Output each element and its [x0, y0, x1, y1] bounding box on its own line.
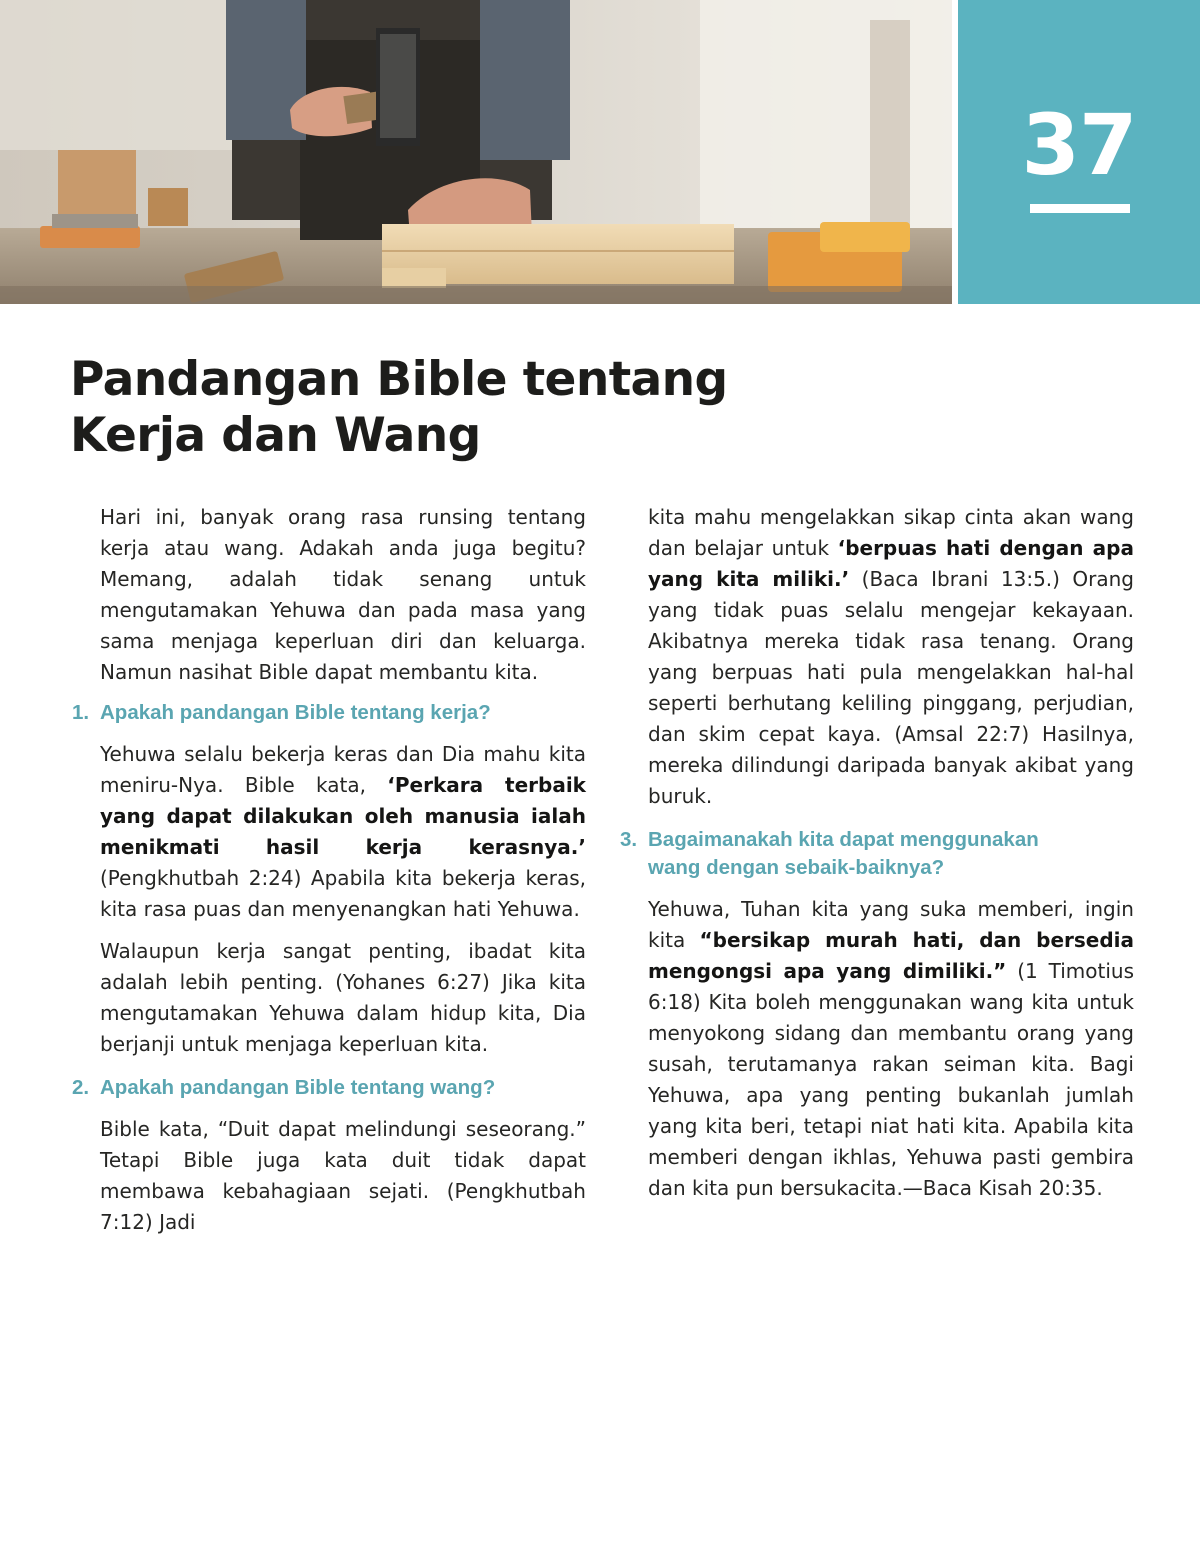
lesson-number-underline — [1030, 204, 1130, 213]
scripture-quote: ‘berpuas hati dengan apa yang kita miliki.’ — [648, 536, 1134, 591]
question-text: Apakah pandangan Bible tentang kerja? — [100, 701, 491, 724]
text-run: (1 Timotius 6:18) Kita boleh menggunakan wang kita untuk menyokong sidang dan membantu orang yang susah, terutamanya rakan seiman kita. Bagi Yehuwa, apa yang penting bukanlah jumlah yang kita beri, tetapi niat hati kita. Apabila kita memberi dengan ikhlas, Yehuwa pasti gembira dan kita pun bersukacita.—Baca Kisah 20:35. — [648, 959, 1134, 1200]
question-3-heading — [618, 826, 1134, 882]
section-2-paragraph-left: Bible kata, “Duit dapat melindungi seseorang.” Tetapi Bible juga kata duit tidak dapat membawa kebahagiaan sejati. (Pengkhutbah 7:12) Jadi — [100, 1117, 586, 1234]
question-text: Apakah pandangan Bible tentang wang? — [100, 1076, 496, 1099]
lesson-number: 37 — [1021, 96, 1137, 194]
question-text-line-1: Bagaimanakah kita dapat menggunakan — [648, 828, 1039, 851]
section-2-paragraph-right — [648, 502, 1134, 812]
page-title — [70, 352, 728, 464]
section-1-paragraph-2: Walaupun kerja sangat penting, ibadat kita adalah lebih penting. (Yohanes 6:27) Jika kita mengutamakan Yehuwa dalam hidup kita, Dia berjanji untuk menjaga keperluan kita. — [100, 939, 586, 1056]
question-1-heading — [70, 699, 586, 727]
left-column — [70, 502, 586, 1249]
hero-image — [0, 0, 952, 304]
question-number: 1. — [72, 701, 90, 724]
section-1-paragraph-1 — [100, 739, 586, 925]
carpentry-illustration — [0, 0, 952, 304]
intro-paragraph: Hari ini, banyak orang rasa runsing tentang kerja atau wang. Adakah anda juga begitu? Memang, adalah tidak senang untuk mengutamakan Yehuwa dan pada masa yang sama menjaga keperluan diri dan keluarga. Namun nasihat Bible dapat membantu kita. — [100, 505, 586, 684]
text-run: (Baca Ibrani 13:5.) Orang yang tidak puas selalu mengejar kekayaan. Akibatnya mereka tidak rasa tenang. Orang yang berpuas hati pula mengelakkan hal-hal seperti berhutang keliling pinggang, perjudian, dan skim cepat kaya. (Amsal 22:7) Hasilnya, mereka dilindungi daripada banyak akibat yang buruk. — [648, 567, 1135, 808]
scripture-quote: ‘Perkara terbaik yang dapat dilakukan oleh manusia ialah menikmati hasil kerja kerasnya.’ — [100, 773, 586, 859]
text-run: Yehuwa selalu bekerja keras dan Dia mahu kita meniru-Nya. Bible kata, — [100, 742, 586, 797]
text-run: (Pengkhutbah 2:24) Apabila kita bekerja keras, kita rasa puas dan menyenangkan hati Yehuwa. — [100, 866, 586, 921]
right-column — [618, 502, 1134, 1215]
title-line-2: Kerja dan Wang — [70, 408, 481, 463]
question-2-heading — [70, 1074, 586, 1102]
scripture-quote: “bersikap murah hati, dan bersedia mengongsi apa yang dimiliki.” — [648, 928, 1135, 983]
section-3-paragraph — [648, 894, 1134, 1204]
text-run: Yehuwa, Tuhan kita yang suka memberi, ingin kita — [648, 897, 1134, 952]
question-text-line-2: wang dengan sebaik-baiknya? — [648, 856, 945, 879]
lesson-number-badge — [958, 0, 1200, 304]
text-run: kita mahu mengelakkan sikap cinta akan wang dan belajar untuk — [648, 505, 1134, 560]
question-number: 2. — [72, 1076, 90, 1099]
title-line-1: Pandangan Bible tentang — [70, 352, 728, 407]
question-number: 3. — [620, 828, 638, 851]
